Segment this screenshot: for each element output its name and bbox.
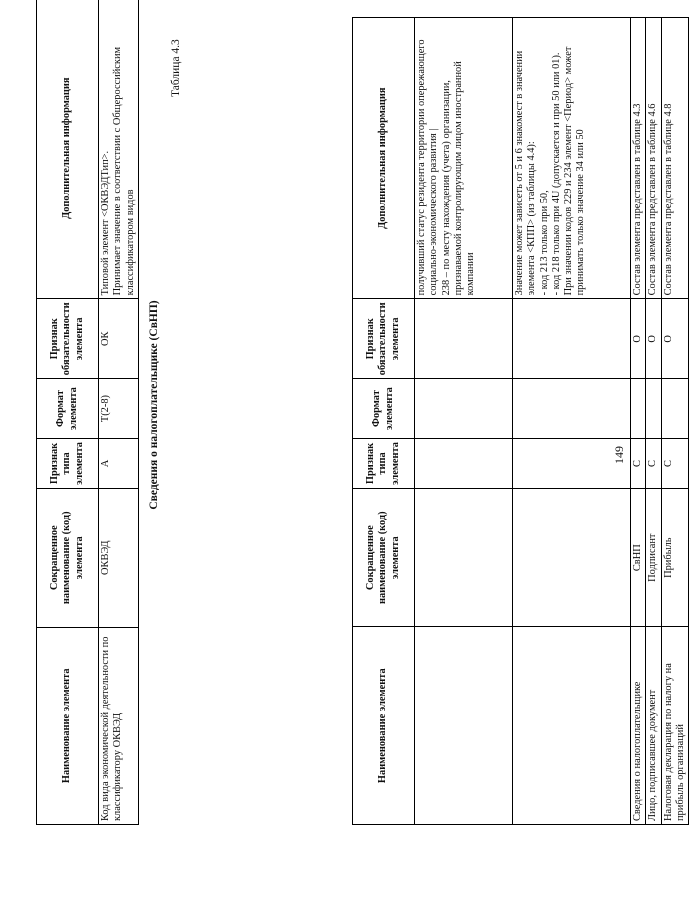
header-name: Наименование элемента [37,627,99,824]
header-row [37,0,99,825]
info-line: Типовой элемент <ОКВЭДТип>. [100,150,111,296]
element-type: С [661,438,689,488]
header-format: Формат элемента [37,379,99,439]
element-format [661,379,689,439]
element-code: ОКВЭД [99,488,139,627]
info-line: Значение может зависеть от 5 и 6 знакомест в значении элемента <КПП> (из таблицы 4.4): [514,50,538,296]
header-row [353,18,415,825]
element-code: Прибыль [661,488,689,626]
element-format [646,379,661,439]
header-code: Сокращенное наименование (код) элемента [353,488,415,626]
page-number: 149 [612,446,626,464]
element-format: T(2-8) [99,379,139,439]
element-name: Лицо, подписавшее документ [646,627,661,825]
table-row [631,18,646,825]
info-line: Принимает значение в соответствии с Общероссийским классификатором видов [112,46,136,296]
header-name: Наименование элемента [353,627,415,825]
info-line: - код 213 только при 50, [538,190,550,296]
element-format [631,379,646,439]
element-info: Состав элемента представлен в таблице 4.6 [646,18,661,299]
table-row [661,18,689,825]
header-info: Дополнительная информация [37,0,99,299]
element-name: Код вида экономической деятельности по классификатору ОКВЭД [99,627,139,824]
info-line: - код 218 только при 4U (допускается и при 50 или 01). [550,52,562,296]
continuation-row [415,18,513,825]
element-type: А [99,438,139,488]
element-name: Сведения о налогоплательщике [631,627,646,825]
element-required: О [631,299,646,379]
element-code: Подписант [646,488,661,626]
element-info: Состав элемента представлен в таблице 4.8 [661,18,689,299]
element-required: О [661,299,689,379]
header-info: Дополнительная информация [353,18,415,299]
element-type: С [646,438,661,488]
kpp-note [513,18,631,299]
header-code: Сокращенное наименование (код) элемента [37,488,99,627]
header-required: Признак обязательности элемента [37,299,99,379]
note-row [513,18,631,825]
info-line: При значении кодов 229 и 234 элемент <Период> может принимать только значение 34 или 50 [563,46,587,296]
element-info [99,0,139,299]
table-number: Таблица 4.3 [170,39,182,97]
element-required: ОК [99,299,139,379]
element-code: СвНП [631,488,646,626]
header-required: Признак обязательности элемента [353,299,415,379]
header-type: Признак типа элемента [353,438,415,488]
table-title: Сведения о налогоплательщике (СвНП) [148,300,160,510]
header-type: Признак типа элемента [37,438,99,488]
element-type: С [631,438,646,488]
continuation-info [415,18,513,299]
table-row [99,0,139,825]
element-required: О [646,299,661,379]
header-format: Формат элемента [353,379,415,439]
taxpayer-table [36,0,139,825]
info-line: 238 – по месту нахождения (учета) организации, признаваемой контролирующим лицом иностранной компании [440,61,477,296]
info-line: получивший статус резидента территории опережающего социально-экономического развития | [416,39,440,296]
element-name: Налоговая декларация по налогу на прибыль организаций [661,627,689,825]
element-table-continued [352,17,689,825]
table-row [646,18,661,825]
element-info: Состав элемента представлен в таблице 4.3 [631,18,646,299]
